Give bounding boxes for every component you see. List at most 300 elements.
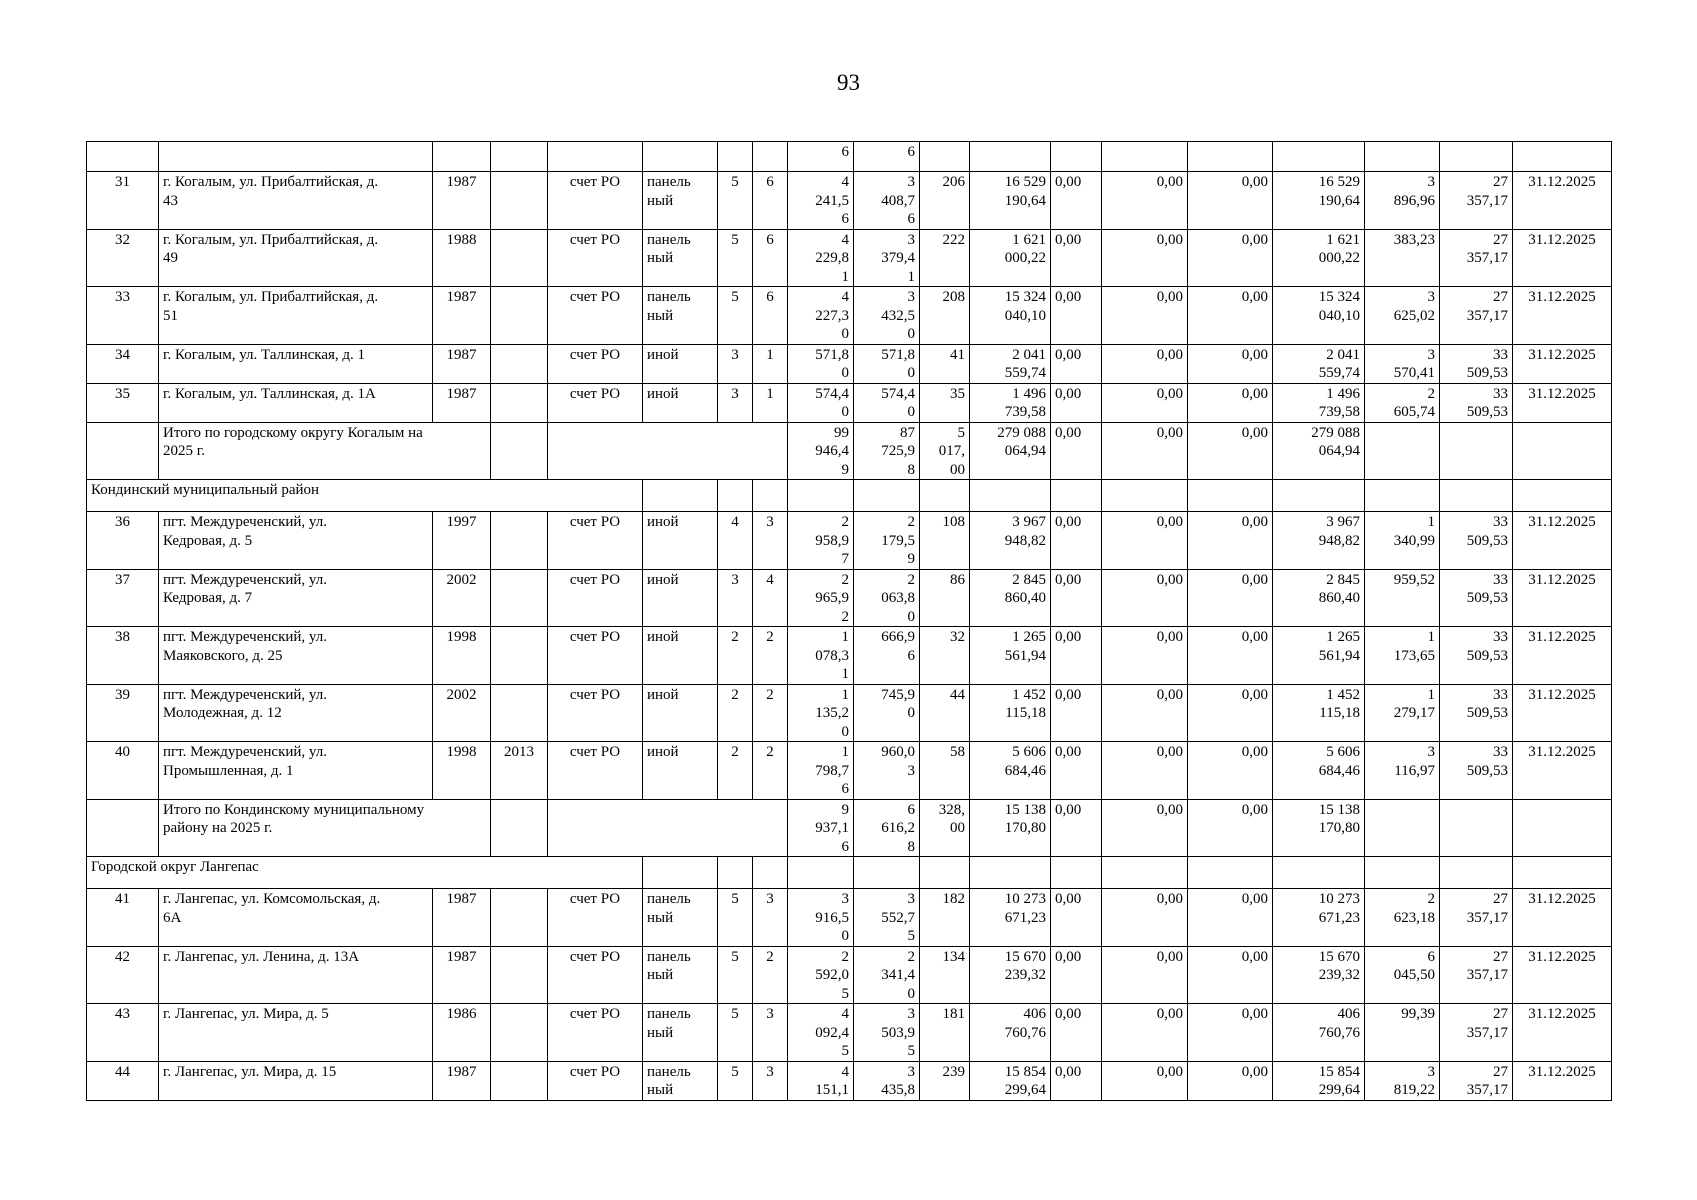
cost-fund-cell: 0,00: [1051, 383, 1102, 422]
unit-cost-cell: 3 570,41: [1365, 344, 1440, 383]
empty-cell: [1365, 857, 1440, 889]
limit-cost-cell: 27 357,17: [1440, 946, 1513, 1004]
row-number-cell: 36: [87, 512, 159, 570]
empty-cell: [753, 480, 788, 512]
continuation-row: [87, 142, 1612, 172]
cost-ro-cell: 1 621 000,22: [1273, 229, 1365, 287]
cost-owners-cell: 0,00: [1188, 799, 1273, 857]
cost-total-cell: 15 324 040,10: [970, 287, 1051, 345]
row-number-cell: 33: [87, 287, 159, 345]
cost-budget-cell: 0,00: [1102, 889, 1188, 947]
year-reconstruction-cell: [491, 512, 548, 570]
residents-cell: 181: [920, 1004, 970, 1062]
floors-cell: 5: [718, 229, 753, 287]
entrances-cell: 2: [753, 742, 788, 800]
residents-cell: 5 017, 00: [920, 422, 970, 480]
residents-cell: 86: [920, 569, 970, 627]
floors-cell: 2: [718, 742, 753, 800]
residents-cell: 222: [920, 229, 970, 287]
area-total-cell: 4 151,1: [788, 1061, 854, 1100]
cost-total-cell: 15 854 299,64: [970, 1061, 1051, 1100]
residents-cell: 58: [920, 742, 970, 800]
area-total-cell: 6: [788, 142, 854, 172]
cost-fund-cell: 0,00: [1051, 287, 1102, 345]
empty-cell: [854, 480, 920, 512]
year-built-cell: 1987: [433, 344, 491, 383]
empty-cell: [920, 857, 970, 889]
residents-cell: 44: [920, 684, 970, 742]
floors-cell: 5: [718, 1004, 753, 1062]
cost-owners-cell: 0,00: [1188, 1061, 1273, 1100]
empty-cell: [548, 799, 788, 857]
floors-cell: 4: [718, 512, 753, 570]
deadline-cell: 31.12.2025: [1513, 569, 1612, 627]
empty-cell: [788, 480, 854, 512]
year-reconstruction-cell: [491, 889, 548, 947]
cost-total-cell: 1 452 115,18: [970, 684, 1051, 742]
cost-owners-cell: 0,00: [1188, 946, 1273, 1004]
area-living-cell: 2 179,5 9: [854, 512, 920, 570]
cost-ro-cell: 406 760,76: [1273, 1004, 1365, 1062]
limit-cost-cell: 33 509,53: [1440, 684, 1513, 742]
wall-material-cell: иной: [643, 742, 718, 800]
empty-cell: [1102, 480, 1188, 512]
wall-material-cell: иной: [643, 627, 718, 685]
cost-owners-cell: 0,00: [1188, 684, 1273, 742]
area-total-cell: 3 916,5 0: [788, 889, 854, 947]
cost-total-cell: 3 967 948,82: [970, 512, 1051, 570]
limit-cost-cell: 27 357,17: [1440, 287, 1513, 345]
cost-total-cell: 406 760,76: [970, 1004, 1051, 1062]
subtotal-label: Итого по Кондинскому муниципальному району на 2025 г.: [159, 799, 491, 857]
cost-total-cell: 1 265 561,94: [970, 627, 1051, 685]
address-cell: г. Лангепас, ул. Комсомольская, д. 6А: [159, 889, 433, 947]
limit-cost-cell: 27 357,17: [1440, 889, 1513, 947]
empty-cell: [1365, 422, 1440, 480]
table-row: [87, 684, 1612, 742]
year-built-cell: 1997: [433, 512, 491, 570]
cost-owners-cell: 0,00: [1188, 422, 1273, 480]
address-cell: г. Когалым, ул. Прибалтийская, д. 49: [159, 229, 433, 287]
cost-fund-cell: 0,00: [1051, 422, 1102, 480]
address-cell: пгт. Междуреченский, ул. Промышленная, д. 1: [159, 742, 433, 800]
fund-method-cell: счет РО: [548, 1061, 643, 1100]
floors-cell: 3: [718, 569, 753, 627]
fund-method-cell: счет РО: [548, 569, 643, 627]
cost-budget-cell: 0,00: [1102, 742, 1188, 800]
fund-method-cell: счет РО: [548, 512, 643, 570]
unit-cost-cell: 3 896,96: [1365, 172, 1440, 230]
empty-cell: [788, 857, 854, 889]
wall-material-cell: иной: [643, 684, 718, 742]
floors-cell: 3: [718, 383, 753, 422]
area-total-cell: 9 937,1 6: [788, 799, 854, 857]
residents-cell: 206: [920, 172, 970, 230]
cost-ro-cell: 1 265 561,94: [1273, 627, 1365, 685]
unit-cost-cell: 99,39: [1365, 1004, 1440, 1062]
deadline-cell: 31.12.2025: [1513, 946, 1612, 1004]
deadline-cell: 31.12.2025: [1513, 627, 1612, 685]
cost-fund-cell: 0,00: [1051, 512, 1102, 570]
deadline-cell: 31.12.2025: [1513, 229, 1612, 287]
empty-cell: [1273, 857, 1365, 889]
address-cell: г. Когалым, ул. Таллинская, д. 1: [159, 344, 433, 383]
wall-material-cell: иной: [643, 383, 718, 422]
area-living-cell: 3 408,7 6: [854, 172, 920, 230]
cost-total-cell: 279 088 064,94: [970, 422, 1051, 480]
row-number-cell: 44: [87, 1061, 159, 1100]
cost-total-cell: 16 529 190,64: [970, 172, 1051, 230]
entrances-cell: 3: [753, 1061, 788, 1100]
cost-fund-cell: 0,00: [1051, 569, 1102, 627]
deadline-cell: 31.12.2025: [1513, 344, 1612, 383]
deadline-cell: 31.12.2025: [1513, 684, 1612, 742]
cost-fund-cell: 0,00: [1051, 799, 1102, 857]
cost-ro-cell: 2 041 559,74: [1273, 344, 1365, 383]
fund-method-cell: счет РО: [548, 287, 643, 345]
year-reconstruction-cell: [491, 344, 548, 383]
area-living-cell: 2 063,8 0: [854, 569, 920, 627]
section-title: Городской округ Лангепас: [87, 857, 643, 889]
cost-budget-cell: 0,00: [1102, 344, 1188, 383]
table-row: [87, 383, 1612, 422]
row-number-cell: 37: [87, 569, 159, 627]
wall-material-cell: панель ный: [643, 287, 718, 345]
unit-cost-cell: 1 173,65: [1365, 627, 1440, 685]
row-number-cell: 42: [87, 946, 159, 1004]
year-reconstruction-cell: [491, 383, 548, 422]
cost-budget-cell: 0,00: [1102, 422, 1188, 480]
cost-owners-cell: 0,00: [1188, 287, 1273, 345]
table-row: [87, 569, 1612, 627]
wall-material-cell: иной: [643, 344, 718, 383]
cost-total-cell: 15 670 239,32: [970, 946, 1051, 1004]
fund-method-cell: счет РО: [548, 889, 643, 947]
limit-cost-cell: 33 509,53: [1440, 569, 1513, 627]
table-row: [87, 512, 1612, 570]
unit-cost-cell: 3 116,97: [1365, 742, 1440, 800]
residents-cell: 35: [920, 383, 970, 422]
entrances-cell: 3: [753, 889, 788, 947]
empty-cell: [643, 857, 718, 889]
table-row: [87, 172, 1612, 230]
cost-budget-cell: 0,00: [1102, 799, 1188, 857]
residents-cell: 328, 00: [920, 799, 970, 857]
cost-fund-cell: 0,00: [1051, 627, 1102, 685]
area-living-cell: 574,4 0: [854, 383, 920, 422]
area-living-cell: 666,9 6: [854, 627, 920, 685]
residents-cell: 182: [920, 889, 970, 947]
cost-budget-cell: 0,00: [1102, 627, 1188, 685]
unit-cost-cell: 959,52: [1365, 569, 1440, 627]
empty-cell: [1365, 480, 1440, 512]
deadline-cell: 31.12.2025: [1513, 512, 1612, 570]
cost-budget-cell: 0,00: [1102, 229, 1188, 287]
cost-owners-cell: 0,00: [1188, 344, 1273, 383]
empty-cell: [718, 480, 753, 512]
deadline-cell: 31.12.2025: [1513, 889, 1612, 947]
deadline-cell: 31.12.2025: [1513, 742, 1612, 800]
subtotal-row: [87, 422, 1612, 480]
area-living-cell: 87 725,9 8: [854, 422, 920, 480]
entrances-cell: 6: [753, 172, 788, 230]
limit-cost-cell: 33 509,53: [1440, 512, 1513, 570]
cost-ro-cell: 279 088 064,94: [1273, 422, 1365, 480]
row-number-cell: 40: [87, 742, 159, 800]
cost-total-cell: 1 496 739,58: [970, 383, 1051, 422]
cost-fund-cell: 0,00: [1051, 1004, 1102, 1062]
cost-budget-cell: 0,00: [1102, 1061, 1188, 1100]
wall-material-cell: панель ный: [643, 172, 718, 230]
empty-cell: [643, 480, 718, 512]
fund-method-cell: счет РО: [548, 684, 643, 742]
empty-cell: [491, 799, 548, 857]
cost-ro-cell: 16 529 190,64: [1273, 172, 1365, 230]
address-cell: г. Когалым, ул. Прибалтийская, д. 43: [159, 172, 433, 230]
unit-cost-cell: 3 625,02: [1365, 287, 1440, 345]
cost-fund-cell: 0,00: [1051, 229, 1102, 287]
cost-budget-cell: 0,00: [1102, 569, 1188, 627]
table-row: [87, 229, 1612, 287]
cost-ro-cell: 15 138 170,80: [1273, 799, 1365, 857]
address-cell: пгт. Междуреченский, ул. Кедровая, д. 5: [159, 512, 433, 570]
entrances-cell: 4: [753, 569, 788, 627]
cost-budget-cell: 0,00: [1102, 287, 1188, 345]
fund-method-cell: счет РО: [548, 946, 643, 1004]
address-cell: г. Когалым, ул. Таллинская, д. 1А: [159, 383, 433, 422]
cost-budget-cell: 0,00: [1102, 512, 1188, 570]
unit-cost-cell: 2 605,74: [1365, 383, 1440, 422]
empty-cell: [1440, 857, 1513, 889]
row-number-cell: 35: [87, 383, 159, 422]
empty-cell: [920, 480, 970, 512]
cost-ro-cell: 3 967 948,82: [1273, 512, 1365, 570]
unit-cost-cell: 2 623,18: [1365, 889, 1440, 947]
cost-total-cell: 1 621 000,22: [970, 229, 1051, 287]
entrances-cell: 6: [753, 229, 788, 287]
floors-cell: 2: [718, 684, 753, 742]
wall-material-cell: панель ный: [643, 1004, 718, 1062]
limit-cost-cell: 27 357,17: [1440, 229, 1513, 287]
cost-ro-cell: 15 670 239,32: [1273, 946, 1365, 1004]
year-built-cell: 1987: [433, 1061, 491, 1100]
empty-cell: [1440, 799, 1513, 857]
year-built-cell: 1998: [433, 742, 491, 800]
area-total-cell: 2 965,9 2: [788, 569, 854, 627]
cost-owners-cell: 0,00: [1188, 742, 1273, 800]
cost-owners-cell: 0,00: [1188, 383, 1273, 422]
area-living-cell: 3 552,7 5: [854, 889, 920, 947]
residents-cell: 41: [920, 344, 970, 383]
address-cell: пгт. Междуреченский, ул. Маяковского, д. 25: [159, 627, 433, 685]
empty-cell: [1440, 480, 1513, 512]
address-cell: пгт. Междуреченский, ул. Кедровая, д. 7: [159, 569, 433, 627]
empty-cell: [1102, 857, 1188, 889]
empty-cell: [548, 422, 788, 480]
unit-cost-cell: 1 340,99: [1365, 512, 1440, 570]
cost-owners-cell: 0,00: [1188, 512, 1273, 570]
empty-cell: [1188, 857, 1273, 889]
floors-cell: 2: [718, 627, 753, 685]
unit-cost-cell: 383,23: [1365, 229, 1440, 287]
cost-total-cell: 2 845 860,40: [970, 569, 1051, 627]
fund-method-cell: счет РО: [548, 742, 643, 800]
year-reconstruction-cell: [491, 569, 548, 627]
empty-cell: [1513, 857, 1612, 889]
fund-method-cell: счет РО: [548, 627, 643, 685]
year-built-cell: 1987: [433, 172, 491, 230]
section-title: Кондинский муниципальный район: [87, 480, 643, 512]
fund-method-cell: счет РО: [548, 344, 643, 383]
area-living-cell: 3 435,8: [854, 1061, 920, 1100]
address-cell: г. Когалым, ул. Прибалтийская, д. 51: [159, 287, 433, 345]
subtotal-row: [87, 799, 1612, 857]
area-total-cell: 4 229,8 1: [788, 229, 854, 287]
cost-ro-cell: 2 845 860,40: [1273, 569, 1365, 627]
table-row: [87, 1004, 1612, 1062]
table-row: [87, 287, 1612, 345]
year-built-cell: 2002: [433, 569, 491, 627]
residents-cell: 32: [920, 627, 970, 685]
empty-cell: [1051, 857, 1102, 889]
area-living-cell: 6: [854, 142, 920, 172]
floors-cell: 3: [718, 344, 753, 383]
area-total-cell: 1 078,3 1: [788, 627, 854, 685]
row-number-cell: 38: [87, 627, 159, 685]
residents-cell: 108: [920, 512, 970, 570]
deadline-cell: 31.12.2025: [1513, 1004, 1612, 1062]
year-reconstruction-cell: [491, 684, 548, 742]
area-total-cell: 4 241,5 6: [788, 172, 854, 230]
fund-method-cell: счет РО: [548, 229, 643, 287]
area-living-cell: 2 341,4 0: [854, 946, 920, 1004]
year-reconstruction-cell: [491, 627, 548, 685]
capital-repair-register-table: [86, 141, 1612, 1101]
limit-cost-cell: 33 509,53: [1440, 383, 1513, 422]
address-cell: г. Лангепас, ул. Мира, д. 15: [159, 1061, 433, 1100]
floors-cell: 5: [718, 1061, 753, 1100]
cost-budget-cell: 0,00: [1102, 1004, 1188, 1062]
cost-fund-cell: 0,00: [1051, 172, 1102, 230]
area-living-cell: 3 432,5 0: [854, 287, 920, 345]
year-reconstruction-cell: [491, 946, 548, 1004]
cost-budget-cell: 0,00: [1102, 684, 1188, 742]
cost-owners-cell: 0,00: [1188, 1004, 1273, 1062]
empty-cell: [1440, 422, 1513, 480]
cost-ro-cell: 5 606 684,46: [1273, 742, 1365, 800]
cost-ro-cell: 15 324 040,10: [1273, 287, 1365, 345]
floors-cell: 5: [718, 946, 753, 1004]
year-built-cell: 1998: [433, 627, 491, 685]
cost-ro-cell: 15 854 299,64: [1273, 1061, 1365, 1100]
deadline-cell: 31.12.2025: [1513, 287, 1612, 345]
row-number-cell: 31: [87, 172, 159, 230]
area-living-cell: 960,0 3: [854, 742, 920, 800]
empty-cell: [1273, 480, 1365, 512]
year-reconstruction-cell: [491, 172, 548, 230]
cost-total-cell: 5 606 684,46: [970, 742, 1051, 800]
year-built-cell: 1987: [433, 946, 491, 1004]
limit-cost-cell: 33 509,53: [1440, 344, 1513, 383]
row-number-cell: 32: [87, 229, 159, 287]
area-total-cell: 574,4 0: [788, 383, 854, 422]
entrances-cell: 1: [753, 383, 788, 422]
table-row: [87, 946, 1612, 1004]
area-total-cell: 99 946,4 9: [788, 422, 854, 480]
empty-cell: [1513, 422, 1612, 480]
year-reconstruction-cell: [491, 1061, 548, 1100]
limit-cost-cell: 33 509,53: [1440, 627, 1513, 685]
fund-method-cell: счет РО: [548, 1004, 643, 1062]
fund-method-cell: счет РО: [548, 172, 643, 230]
cost-ro-cell: 10 273 671,23: [1273, 889, 1365, 947]
cost-ro-cell: 1 496 739,58: [1273, 383, 1365, 422]
cost-fund-cell: 0,00: [1051, 1061, 1102, 1100]
year-built-cell: 1988: [433, 229, 491, 287]
floors-cell: 5: [718, 287, 753, 345]
unit-cost-cell: 6 045,50: [1365, 946, 1440, 1004]
floors-cell: 5: [718, 172, 753, 230]
cost-ro-cell: 1 452 115,18: [1273, 684, 1365, 742]
residents-cell: 134: [920, 946, 970, 1004]
year-built-cell: 1987: [433, 383, 491, 422]
wall-material-cell: панель ный: [643, 889, 718, 947]
residents-cell: 239: [920, 1061, 970, 1100]
limit-cost-cell: 33 509,53: [1440, 742, 1513, 800]
table-row: [87, 627, 1612, 685]
address-cell: г. Лангепас, ул. Ленина, д. 13А: [159, 946, 433, 1004]
cost-owners-cell: 0,00: [1188, 172, 1273, 230]
empty-cell: [970, 480, 1051, 512]
year-reconstruction-cell: 2013: [491, 742, 548, 800]
area-living-cell: 745,9 0: [854, 684, 920, 742]
area-total-cell: 4 092,4 5: [788, 1004, 854, 1062]
area-total-cell: 1 798,7 6: [788, 742, 854, 800]
unit-cost-cell: 3 819,22: [1365, 1061, 1440, 1100]
empty-cell: [1188, 480, 1273, 512]
empty-cell: [854, 857, 920, 889]
entrances-cell: 2: [753, 684, 788, 742]
wall-material-cell: панель ный: [643, 229, 718, 287]
empty-cell: [1051, 480, 1102, 512]
wall-material-cell: иной: [643, 512, 718, 570]
row-number-cell: 41: [87, 889, 159, 947]
entrances-cell: 6: [753, 287, 788, 345]
section-header-row: [87, 857, 1612, 889]
entrances-cell: 3: [753, 512, 788, 570]
empty-cell: [87, 799, 159, 857]
empty-cell: [1513, 480, 1612, 512]
deadline-cell: 31.12.2025: [1513, 172, 1612, 230]
year-built-cell: 1987: [433, 889, 491, 947]
cost-owners-cell: 0,00: [1188, 889, 1273, 947]
limit-cost-cell: 27 357,17: [1440, 172, 1513, 230]
cost-budget-cell: 0,00: [1102, 172, 1188, 230]
year-reconstruction-cell: [491, 287, 548, 345]
cost-owners-cell: 0,00: [1188, 569, 1273, 627]
cost-fund-cell: 0,00: [1051, 684, 1102, 742]
area-living-cell: 3 503,9 5: [854, 1004, 920, 1062]
row-number-cell: 34: [87, 344, 159, 383]
entrances-cell: 1: [753, 344, 788, 383]
address-cell: пгт. Междуреченский, ул. Молодежная, д. 12: [159, 684, 433, 742]
row-number-cell: 39: [87, 684, 159, 742]
empty-cell: [970, 857, 1051, 889]
page-number: 93: [837, 70, 860, 95]
table-row: [87, 344, 1612, 383]
residents-cell: 208: [920, 287, 970, 345]
floors-cell: 5: [718, 889, 753, 947]
